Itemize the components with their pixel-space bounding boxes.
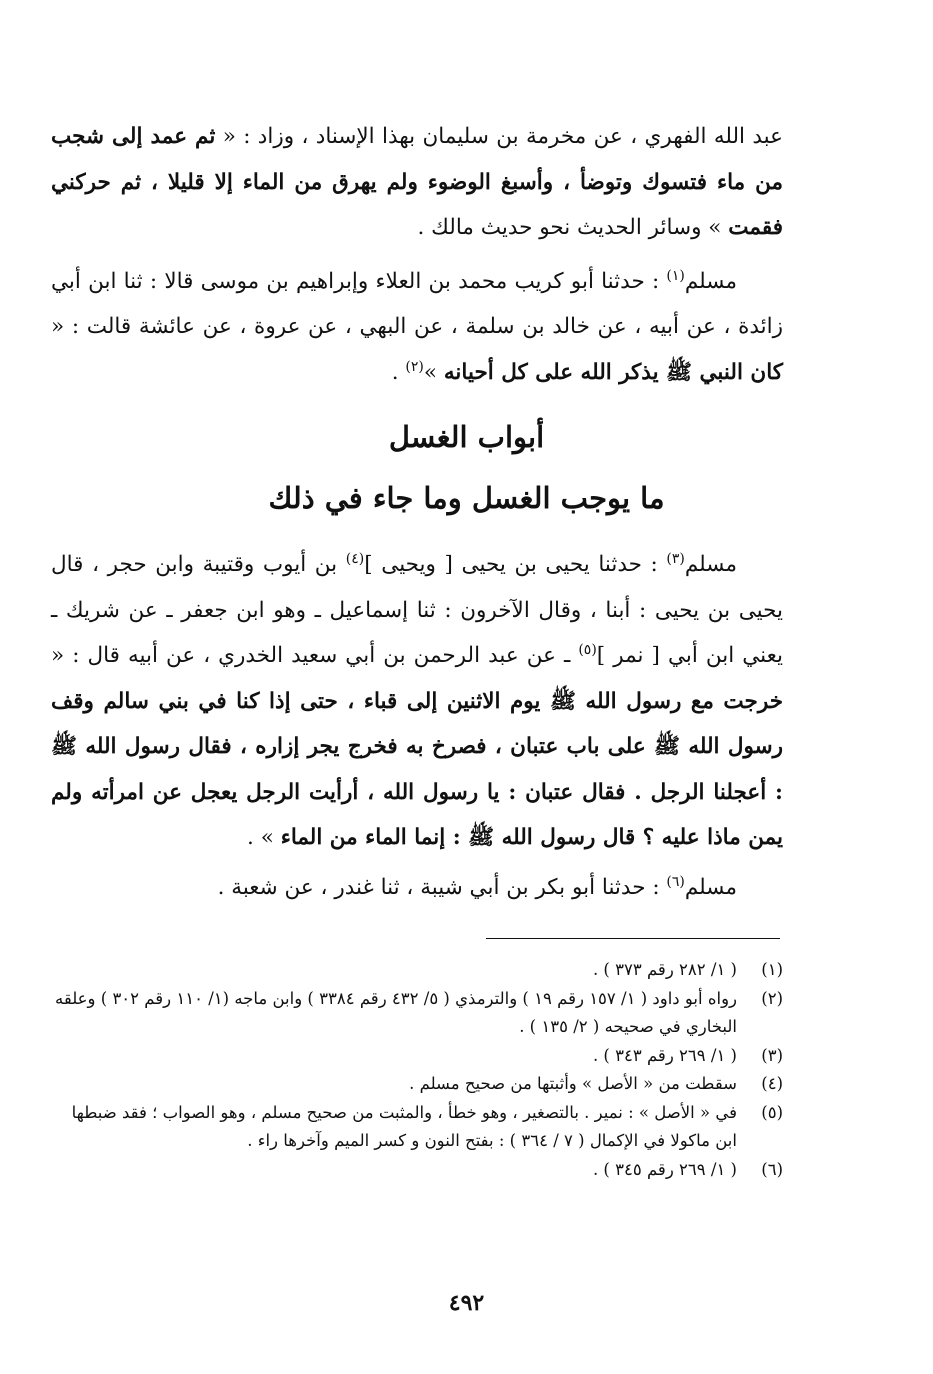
p3-isnad-a: : حدثنا يحيى بن يحيى [ ويحيى ] <box>364 552 667 577</box>
footnote-ref-6: (٦) <box>666 873 685 890</box>
footnote-text: رواه أبو داود ( ١/ ١٥٧ رقم ١٩ ) والترمذي ( ٥/ ٤٣٢ رقم ٣٣٨٤ ) وابن ماجه (١/ ١١٠ رقم ٣٠٢ ) وعلقه البخاري في صحيحه ( ٢/ ١٣٥ ) . <box>55 988 737 1036</box>
footnote-5 <box>51 1099 783 1156</box>
paragraph-1 <box>51 114 783 251</box>
p4-source: مسلم <box>684 874 737 900</box>
footnote-3 <box>51 1042 783 1071</box>
footnote-ref-5: (٥) <box>578 641 597 658</box>
p3-isnad-c: ـ عن عبد الرحمن بن أبي سعيد الخدري ، عن أبيه قال : « <box>51 643 579 668</box>
footnote-text: ( ١/ ٢٦٩ رقم ٣٤٥ ) . <box>592 1159 737 1179</box>
p3-end: » . <box>247 825 281 850</box>
footnote-ref-1: (١) <box>666 267 685 284</box>
footnote-text: سقطت من « الأصل » وأثبتها من صحيح مسلم . <box>409 1074 737 1093</box>
p1-text-c: » وسائر الحديث نحو حديث مالك . <box>417 215 729 240</box>
footnote-text: في « الأصل » : نمير . بالتصغير ، وهو خطأ ، والمثبت من صحيح مسلم ، وهو الصواب ؛ فقد ضبطها ابن ماكولا في الإكمال ( ٧ / ٣٦٤ ) : بفتح النون و كسر الميم وآخرها راء . <box>71 1102 737 1150</box>
paragraph-2 <box>51 259 783 396</box>
subsection-heading: ما يوجب الغسل وما جاء في ذلك <box>268 481 665 515</box>
paragraph-4 <box>51 865 783 911</box>
p1-hadith-text: ثم عمد إلى شجب من ماء فتسوك وتوضأ ، وأسبغ الوضوء ولم يهرق من الماء إلا قليلا ، ثم حركني فقمت <box>51 124 783 240</box>
p3-source: مسلم <box>684 552 737 577</box>
p3-isnad-b: بن أيوب وقتيبة وابن حجر ، قال يحيى بن يحيى : أبنا ، وقال الآخرون : ثنا إسماعيل ـ وهو ابن جعفر ـ عن شريك ـ يعني ابن أبي [ نمر ] <box>51 552 783 668</box>
footnote-separator <box>486 938 780 939</box>
main-text-2 <box>51 542 783 910</box>
footnote-2 <box>51 985 783 1042</box>
footnote-ref-3: (٣) <box>666 550 685 567</box>
footnote-4 <box>51 1070 783 1099</box>
footnote-1 <box>51 956 783 985</box>
footnote-number: (٦) <box>761 1159 783 1179</box>
page-number: ٤٩٢ <box>448 1290 485 1316</box>
footnote-number: (٤) <box>761 1074 783 1093</box>
footnote-ref-2: (٢) <box>405 358 424 375</box>
main-text <box>51 114 783 395</box>
footnote-number: (٥) <box>761 1102 783 1122</box>
footnote-number: (٣) <box>761 1045 783 1065</box>
p2-source: مسلم <box>684 268 737 294</box>
footnote-ref-4: (٤) <box>345 550 365 567</box>
footnote-number: (٢) <box>761 988 783 1008</box>
p2-end: . <box>391 359 406 385</box>
section-heading: أبواب الغسل <box>388 420 545 454</box>
p2-hadith-text: كان النبي ﷺ يذكر الله على كل أحيانه <box>443 359 783 385</box>
paragraph-3 <box>51 542 783 861</box>
footnote-6 <box>51 1156 783 1185</box>
p2-quote-close: » <box>423 359 444 385</box>
p2-isnad: : حدثنا أبو كريب محمد بن العلاء وإبراهيم بن موسى قالا : ثنا ابن أبي زائدة ، عن أبيه ، عن خالد بن سلمة ، عن البهي ، عن عروة ، عن عائشة قالت : « <box>51 268 783 339</box>
p4-isnad: : حدثنا أبو بكر بن أبي شيبة ، ثنا غندر ، عن شعبة . <box>217 874 667 900</box>
footnote-text: ( ١/ ٢٨٢ رقم ٣٧٣ ) . <box>592 960 737 979</box>
p3-hadith-text: خرجت مع رسول الله ﷺ يوم الاثنين إلى قباء ، حتى إذا كنا في بني سالم وقف رسول الله ﷺ على باب عتبان ، فصرخ به فخرج يجر إزاره ، فقال رسول الله ﷺ : أعجلنا الرجل . فقال عتبان : يا رسول الله ، أرأيت الرجل يعجل عن امرأته ولم يمن ماذا عليه ؟ قال رسول الله ﷺ : إنما الماء من الماء <box>51 688 783 850</box>
footnotes <box>51 956 783 1184</box>
footnote-text: ( ١/ ٢٦٩ رقم ٣٤٣ ) . <box>592 1045 737 1065</box>
p1-text-a: عبد الله الفهري ، عن مخرمة بن سليمان بهذا الإسناد ، وزاد : « <box>215 124 783 149</box>
footnote-number: (١) <box>761 960 783 979</box>
